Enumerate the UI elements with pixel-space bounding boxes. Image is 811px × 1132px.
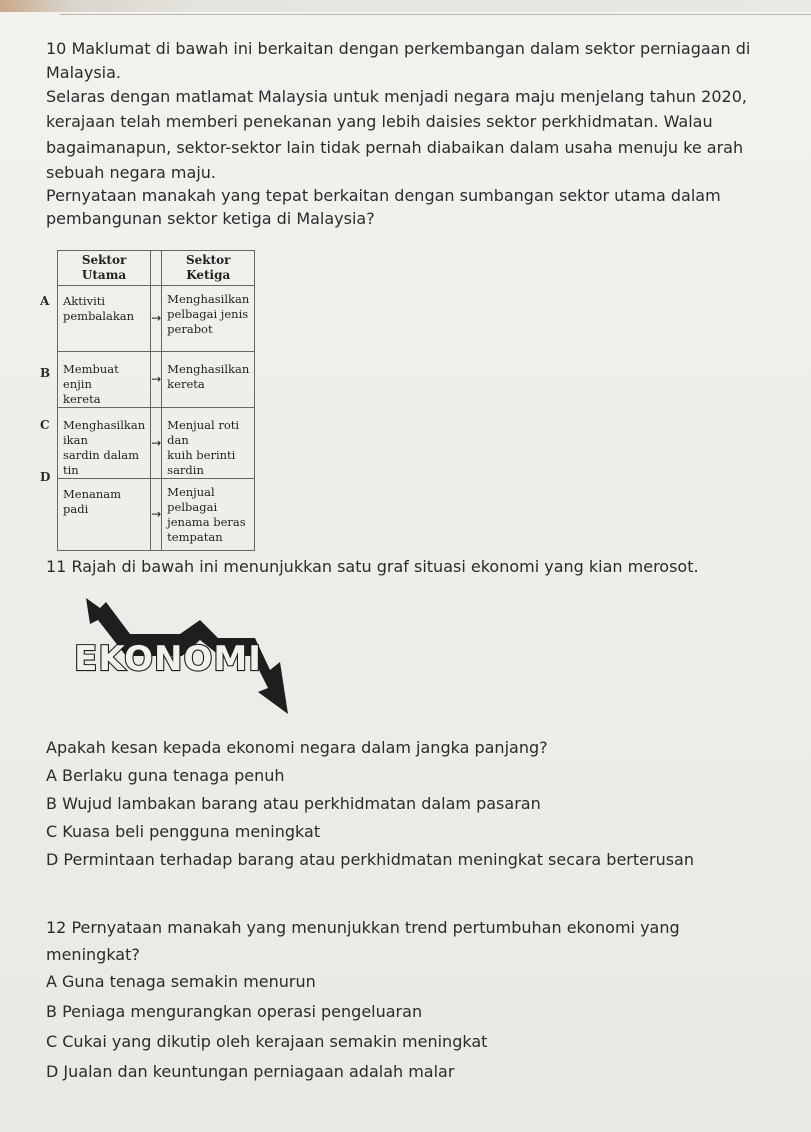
- q11-stem: 11 Rajah di bawah ini menunjukkan satu graf situasi ekonomi yang kian merosot.: [46, 557, 699, 576]
- arrow-icon: →: [151, 408, 162, 479]
- q10-line-1: 10 Maklumat di bawah ini berkaitan dengan perkembangan dalam sektor perniagaan di: [46, 39, 751, 58]
- page-top-edge: [0, 0, 811, 12]
- header-sektor-utama: Sektor Utama: [58, 251, 151, 286]
- sector-table: [57, 250, 255, 551]
- table-row: [58, 352, 255, 408]
- table-header-row: [58, 251, 255, 286]
- row-a-tertiary: Menghasilkan pelbagai jenis perabot: [162, 286, 255, 352]
- ekonomi-word: EKONOMI: [74, 639, 262, 679]
- arrow-icon: →: [151, 352, 162, 408]
- q10-line-8: pembangunan sektor ketiga di Malaysia?: [46, 209, 375, 228]
- header-sektor-ketiga: Sektor Ketiga: [162, 251, 255, 286]
- arrow-icon: →: [151, 286, 162, 352]
- row-letter-a: A: [40, 294, 50, 308]
- q12-option-c: C Cukai yang dikutip oleh kerajaan semakin meningkat: [46, 1032, 488, 1051]
- q11-option-d: D Permintaan terhadap barang atau perkhidmatan meningkat secara berterusan: [46, 850, 694, 869]
- q10-line-5: bagaimanapun, sektor-sektor lain tidak pernah diabaikan dalam usaha menuju ke arah: [46, 138, 744, 157]
- q10-line-4: kerajaan telah memberi penekanan yang lebih daisies sektor perkhidmatan. Walau: [46, 112, 713, 131]
- row-letter-d: D: [40, 470, 51, 484]
- top-rule: [60, 14, 811, 15]
- q11-option-b: B Wujud lambakan barang atau perkhidmatan dalam pasaran: [46, 794, 541, 813]
- q10-line-3: Selaras dengan matlamat Malaysia untuk menjadi negara maju menjelang tahun 2020,: [46, 87, 747, 106]
- q10-line-6: sebuah negara maju.: [46, 163, 216, 182]
- row-a-primary: Aktiviti pembalakan: [58, 286, 151, 352]
- q10-line-2: Malaysia.: [46, 63, 121, 82]
- row-c-primary: Menghasilkan ikan sardin dalam tin: [58, 408, 151, 479]
- q12-line-1: 12 Pernyataan manakah yang menunjukkan trend pertumbuhan ekonomi yang: [46, 918, 680, 937]
- economy-decline-figure: [50, 590, 310, 720]
- table-row: [58, 286, 255, 352]
- row-d-primary: Menanam padi: [58, 479, 151, 551]
- row-b-primary: Membuat enjin kereta: [58, 352, 151, 408]
- q12-option-d: D Jualan dan keuntungan perniagaan adalah malar: [46, 1062, 455, 1081]
- row-letter-c: C: [40, 418, 50, 432]
- q11-option-c: C Kuasa beli pengguna meningkat: [46, 822, 321, 841]
- q10-line-7: Pernyataan manakah yang tepat berkaitan dengan sumbangan sektor utama dalam: [46, 186, 721, 205]
- table-row: [58, 479, 255, 551]
- q11-question: Apakah kesan kepada ekonomi negara dalam jangka panjang?: [46, 738, 548, 757]
- row-d-tertiary: Menjual pelbagai jenama beras tempatan: [162, 479, 255, 551]
- arrow-icon: →: [151, 479, 162, 551]
- q12-option-b: B Peniaga mengurangkan operasi pengeluaran: [46, 1002, 423, 1021]
- row-b-tertiary: Menghasilkan kereta: [162, 352, 255, 408]
- q12-option-a: A Guna tenaga semakin menurun: [46, 972, 316, 991]
- q11-option-a: A Berlaku guna tenaga penuh: [46, 766, 285, 785]
- row-letter-b: B: [40, 366, 51, 380]
- table-row: [58, 408, 255, 479]
- q12-line-2: meningkat?: [46, 945, 140, 964]
- row-c-tertiary: Menjual roti dan kuih berinti sardin: [162, 408, 255, 479]
